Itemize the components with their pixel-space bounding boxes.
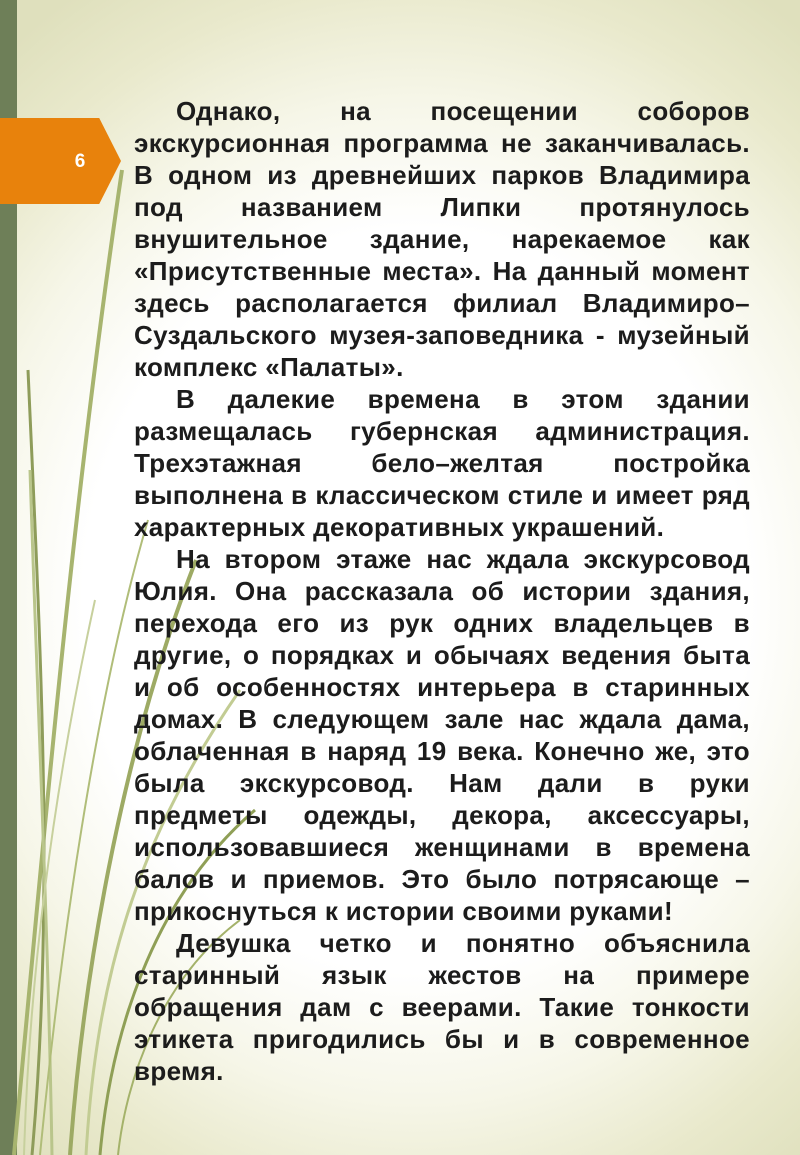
text-line: В далекие времена в этом здании — [176, 384, 750, 414]
paragraph-2 — [134, 383, 750, 543]
text-line: использовавшиеся женщинами в времена — [134, 832, 750, 862]
text-line: В одном из древнейших парков Владимира — [134, 160, 750, 190]
text-line: перехода его из рук одних владельцев в — [134, 608, 750, 638]
text-line: прикоснуться к истории своими руками! — [134, 896, 674, 926]
page-number-tab — [0, 118, 121, 204]
text-line: облаченная в наряд 19 века. Конечно же, это — [134, 736, 750, 766]
text-line: Суздальского музея-заповедника - музейный — [134, 320, 750, 350]
paragraph-1 — [134, 95, 750, 383]
text-line: под названием Липки протянулось — [134, 192, 750, 222]
text-line: выполнена в классическом стиле и имеет ряд — [134, 480, 750, 510]
text-line: размещалась губернская администрация. — [134, 416, 750, 446]
text-line: домах. В следующем зале нас ждала дама, — [134, 704, 750, 734]
text-line: время. — [134, 1056, 224, 1086]
text-line: внушительное здание, нарекаемое как — [134, 224, 750, 254]
article-text — [134, 95, 750, 1087]
text-line: «Присутственные места». На данный момент — [134, 256, 750, 286]
text-line: этикета пригодились бы и в современное — [134, 1024, 750, 1054]
text-line: Однако, на посещении соборов — [176, 96, 750, 126]
paragraph-3 — [134, 543, 750, 927]
text-line: характерных декоративных украшений. — [134, 512, 665, 542]
text-line: старинный язык жестов на примере — [134, 960, 750, 990]
text-line: комплекс «Палаты». — [134, 352, 404, 382]
text-line: предметы одежды, декора, аксессуары, — [134, 800, 750, 830]
text-line: На втором этаже нас ждала экскурсовод — [176, 544, 750, 574]
text-line: другие, о порядках и обычаях ведения быта — [134, 640, 750, 670]
text-line: Юлия. Она рассказала об истории здания, — [134, 576, 750, 606]
text-line: экскурсионная программа не заканчивалась. — [134, 128, 750, 158]
text-line: обращения дам с веерами. Такие тонкости — [134, 992, 750, 1022]
text-line: здесь располагается филиал Владимиро– — [134, 288, 750, 318]
page-number: 6 — [74, 151, 86, 172]
paragraph-4 — [134, 927, 750, 1087]
text-line: Трехэтажная бело–желтая постройка — [134, 448, 750, 478]
text-line: и об особенностях интерьера в старинных — [134, 672, 750, 702]
text-line: Девушка четко и понятно объяснила — [176, 928, 750, 958]
text-line: балов и приемов. Это было потрясающе – — [134, 864, 750, 894]
text-line: была экскурсовод. Нам дали в руки — [134, 768, 750, 798]
